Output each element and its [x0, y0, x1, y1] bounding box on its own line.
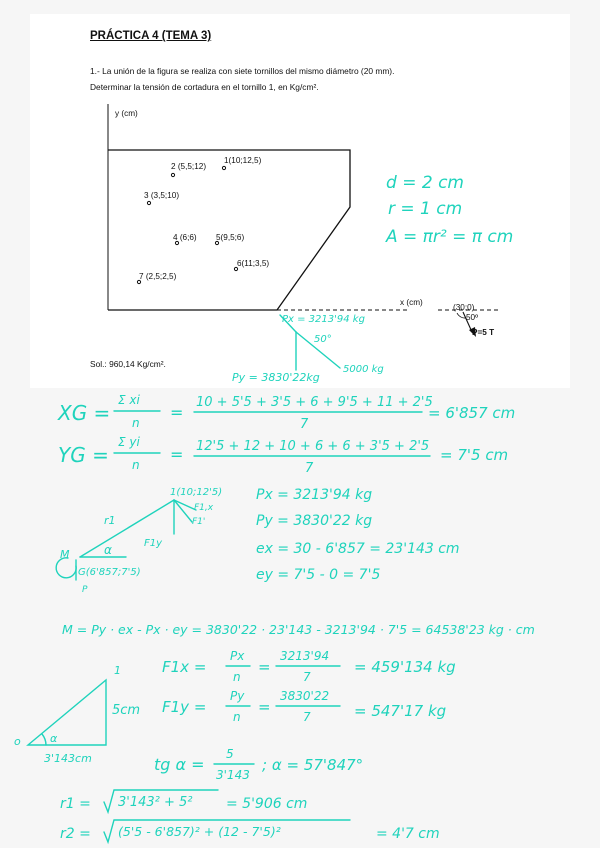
- f1y-num: Py: [230, 689, 245, 703]
- vec-angle-label: 50°: [314, 334, 332, 345]
- sketch-f1-line: [174, 500, 192, 522]
- f1y-lhs: F1y =: [162, 698, 207, 716]
- px-value: Px = 3213'94 kg: [256, 487, 373, 503]
- yg-sum-num: Σ yi: [118, 435, 140, 449]
- xg-lhs: XG =: [58, 401, 111, 425]
- ex-value: ex = 30 - 6'857 = 23'143 cm: [256, 541, 460, 557]
- bolt-3: [147, 201, 150, 204]
- r2-result: = 4'7 cm: [376, 826, 440, 842]
- load-value-label: P=5 T: [472, 328, 495, 337]
- triangle-shape: [28, 680, 106, 745]
- f1y-den2: 7: [303, 710, 311, 724]
- note-diameter: d = 2 cm: [386, 173, 464, 193]
- f1x-eq: =: [258, 658, 271, 676]
- note-radius: r = 1 cm: [388, 199, 463, 219]
- triangle-base-label: 3'143cm: [44, 752, 92, 765]
- sketch-r1-label: r1: [104, 514, 116, 527]
- py-value: Py = 3830'22 kg: [256, 513, 373, 529]
- bolt-1-label: 1(10;12,5): [224, 156, 262, 165]
- sketch-alpha-label: α: [104, 543, 112, 557]
- angle-triangle: [14, 664, 140, 765]
- sketch-g-label: G(6'857;7'5): [78, 567, 141, 578]
- xg-den: 7: [300, 417, 309, 432]
- solution-text: Sol.: 960,14 Kg/cm².: [90, 359, 166, 369]
- bolt-4-label: 4 (6;6): [173, 233, 197, 242]
- yg-result: = 7'5 cm: [440, 446, 509, 464]
- sketch-point-label: 1(10;12'5): [170, 487, 223, 498]
- r2-radicand: (5'5 - 6'857)² + (12 - 7'5)²: [118, 824, 281, 839]
- yg-num: 12'5 + 12 + 10 + 6 + 6 + 3'5 + 2'5: [196, 439, 430, 454]
- triangle-origin: o: [14, 735, 21, 748]
- load-point-label: (30;0): [453, 303, 475, 312]
- load-angle-label: 50º: [466, 313, 479, 322]
- triangle-side-label: 5cm: [112, 703, 141, 718]
- vec-load-label: 5000 kg: [343, 364, 384, 375]
- plate-outline: [108, 150, 350, 310]
- bolt-5-label: 5(9,5;6): [216, 233, 245, 242]
- sketch-f1x-label: F1,x: [194, 503, 214, 513]
- vec-py-label: Py = 3830'22kg: [232, 371, 320, 384]
- force-sketch: [56, 487, 222, 595]
- xg-num: 10 + 5'5 + 3'5 + 6 + 9'5 + 11 + 2'5: [196, 395, 433, 410]
- tg-num: 5: [226, 747, 234, 761]
- bolt-1: [222, 166, 225, 169]
- bolt-7-label: 7 (2,5;2,5): [139, 272, 177, 281]
- xg-sum-num: Σ xi: [118, 393, 140, 407]
- f1x-num: Px: [230, 649, 245, 663]
- tg-lhs: tg α =: [154, 755, 205, 774]
- f1x-num2: 3213'94: [280, 649, 330, 663]
- r1-radicand: 3'143² + 5²: [118, 795, 193, 810]
- bolt-2-label: 2 (5,5;12): [171, 162, 207, 171]
- vec-px-label: Px = 3213'94 kg: [282, 314, 365, 325]
- sketch-f1-label: F1': [192, 517, 206, 527]
- xg-eq: =: [170, 403, 184, 422]
- f1x-den2: 7: [303, 670, 311, 684]
- ey-value: ey = 7'5 - 0 = 7'5: [256, 567, 381, 583]
- y-axis-label: y (cm): [115, 109, 138, 118]
- sketch-p-label: P: [82, 585, 88, 595]
- bolt-6-label: 6(11;3,5): [237, 259, 270, 268]
- f1y-den: n: [233, 710, 241, 724]
- f1x-result: = 459'134 kg: [354, 658, 456, 676]
- yg-den: 7: [305, 461, 314, 476]
- r1-result: = 5'906 cm: [226, 796, 308, 812]
- yg-lhs: YG =: [58, 443, 109, 467]
- f1x-den: n: [233, 670, 241, 684]
- yg-eq: =: [170, 445, 184, 464]
- page-title: PRÁCTICA 4 (TEMA 3): [90, 30, 212, 42]
- f1y-result: = 547'17 kg: [354, 702, 447, 720]
- problem-line-2: Determinar la tensión de cortadura en el tornillo 1, en Kg/cm².: [90, 82, 319, 92]
- x-axis-label: x (cm): [400, 298, 423, 307]
- xg-sum-den: n: [132, 416, 140, 430]
- r2-lhs: r2 =: [60, 826, 91, 842]
- triangle-vertex-1: 1: [114, 664, 121, 677]
- f1x-lhs: F1x =: [162, 658, 207, 676]
- tg-den: 3'143: [216, 768, 250, 782]
- note-area: A = πr² = π cm: [386, 227, 514, 247]
- triangle-angle-arc: [42, 734, 46, 745]
- problem-line-1: 1.- La unión de la figura se realiza con siete tornillos del mismo diámetro (20 mm).: [90, 66, 395, 76]
- f1y-num2: 3830'22: [280, 689, 330, 703]
- xg-result: = 6'857 cm: [428, 404, 516, 422]
- f1y-eq: =: [258, 698, 271, 716]
- moment-equation: M = Py · ex - Px · ey = 3830'22 · 23'143 - 3213'94 · 7'5 = 64538'23 kg · cm: [62, 622, 535, 637]
- sketch-f1y-label: F1y: [144, 538, 163, 549]
- plate-figure: [108, 104, 500, 337]
- bolt-3-label: 3 (3,5;10): [144, 191, 180, 200]
- yg-sum-den: n: [132, 458, 140, 472]
- bolt-2: [171, 173, 174, 176]
- r1-lhs: r1 =: [60, 796, 91, 812]
- tg-result: ; α = 57'847°: [262, 756, 364, 774]
- sketch-m-label: M: [60, 548, 70, 561]
- triangle-alpha: α: [50, 732, 58, 745]
